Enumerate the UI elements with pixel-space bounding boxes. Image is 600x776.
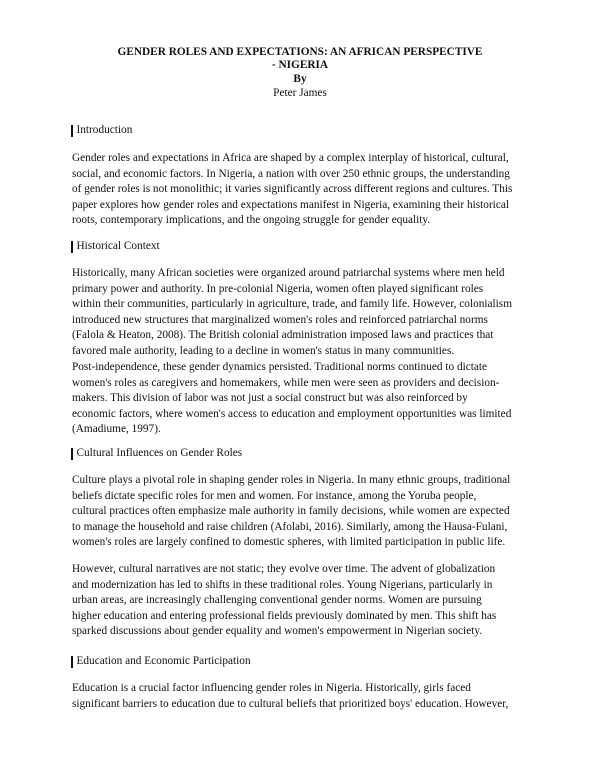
paragraph-line: primary power and authority. In pre-colonial Nigeria, women often played significant roles [72, 282, 484, 295]
paragraph-line: to manage the household and raise children (Afolabi, 2016). Similarly, among the Hausa-Fulani, [72, 520, 508, 533]
heading-marker-icon [71, 448, 73, 460]
paragraph-line: (Falola & Heaton, 2008). The British colonial administration imposed laws and practices that [72, 329, 494, 342]
paragraph-line: women's roles are largely confined to domestic spheres, with limited participation in public life. [72, 536, 506, 549]
paragraph-line: higher education and entering professional fields previously dominated by men. This shift has [72, 609, 497, 622]
paragraph-line: social, and economic factors. In Nigeria, a nation with over 250 ethnic groups, the understanding [72, 167, 510, 180]
paragraph-line: introduced new structures that marginalized women's roles and reinforced patriarchal norms [72, 313, 488, 326]
title-line: GENDER ROLES AND EXPECTATIONS: AN AFRICAN PERSPECTIVE [117, 46, 483, 58]
paragraph-line: and modernization has led to shifts in these traditional roles. Young Nigerians, particularly in [72, 578, 493, 591]
paragraph-line: significant barriers to education due to cultural beliefs that prioritized boys' education. However, [72, 697, 509, 710]
section-heading-cultural-influences [71, 447, 242, 460]
section-heading-historical-context [71, 240, 160, 253]
paragraph-line: Gender roles and expectations in Africa are shaped by a complex interplay of historical, cultural, [72, 152, 509, 164]
paragraph-line: Education is a crucial factor influencing gender roles in Nigeria. Historically, girls faced [72, 682, 471, 694]
heading-marker-icon [71, 241, 73, 253]
document-title [72, 46, 528, 72]
paragraph-line: favored male authority, leading to a decline in women's status in many communities. [72, 344, 455, 357]
paragraph-line: Culture plays a pivotal role in shaping gender roles in Nigeria. In many ethnic groups, traditional [72, 474, 511, 486]
paragraph-line: beliefs dictate specific roles for men and women. For instance, among the Yoruba people, [72, 489, 477, 502]
byline: By [293, 73, 307, 85]
section-heading-education [71, 655, 251, 668]
section-heading-introduction [71, 124, 132, 137]
paragraph-line: makers. This division of labor was not just a social construct but was also reinforced by [72, 392, 468, 405]
author-name: Peter James [273, 87, 327, 99]
paragraph-line: (Amadiume, 1997). [72, 423, 161, 436]
section-heading-text: Cultural Influences on Gender Roles [76, 447, 243, 459]
paragraph-line: sparked discussions about gender equality and women's empowerment in Nigerian society. [72, 625, 483, 638]
paragraph-line: women's roles as caregivers and homemakers, while men were seen as providers and decision- [72, 376, 500, 389]
paragraph [72, 266, 532, 360]
section-heading-text: Education and Economic Participation [76, 655, 251, 667]
paragraph-line: urban areas, are increasingly challenging conventional gender norms. Women are pursuing [72, 594, 482, 607]
title-line: - NIGERIA [271, 59, 329, 71]
paragraph-line: cultural practices often emphasize male authority in family decisions, while women are expected [72, 505, 510, 518]
paragraph-line: of gender roles is not monolithic; it varies significantly across different regions and cultures. This [72, 183, 513, 196]
paragraph-line: roots, contemporary implications, and the ongoing struggle for gender equality. [72, 214, 431, 227]
paragraph [72, 473, 532, 551]
paragraph-line: economic factors, where women's access to education and employment opportunities was limited [72, 407, 512, 420]
section-heading-text: Introduction [76, 124, 133, 136]
paragraph-line: However, cultural narratives are not static; they evolve over time. The advent of globalization [72, 563, 496, 575]
paragraph-line: Historically, many African societies were organized around patriarchal systems where men held [72, 267, 505, 279]
paragraph-line: within their communities, particularly in agriculture, trade, and family life. However, colonialism [72, 298, 512, 311]
paragraph-line: Post-independence, these gender dynamics persisted. Traditional norms continued to dictate [72, 361, 488, 373]
paragraph [72, 562, 532, 640]
paragraph [72, 360, 532, 438]
paragraph [72, 151, 532, 229]
paragraph [72, 681, 532, 712]
heading-marker-icon [71, 656, 73, 668]
heading-marker-icon [71, 125, 73, 137]
paragraph-line: paper explores how gender roles and expectations manifest in Nigeria, examining their historical [72, 198, 509, 211]
section-heading-text: Historical Context [76, 240, 160, 252]
